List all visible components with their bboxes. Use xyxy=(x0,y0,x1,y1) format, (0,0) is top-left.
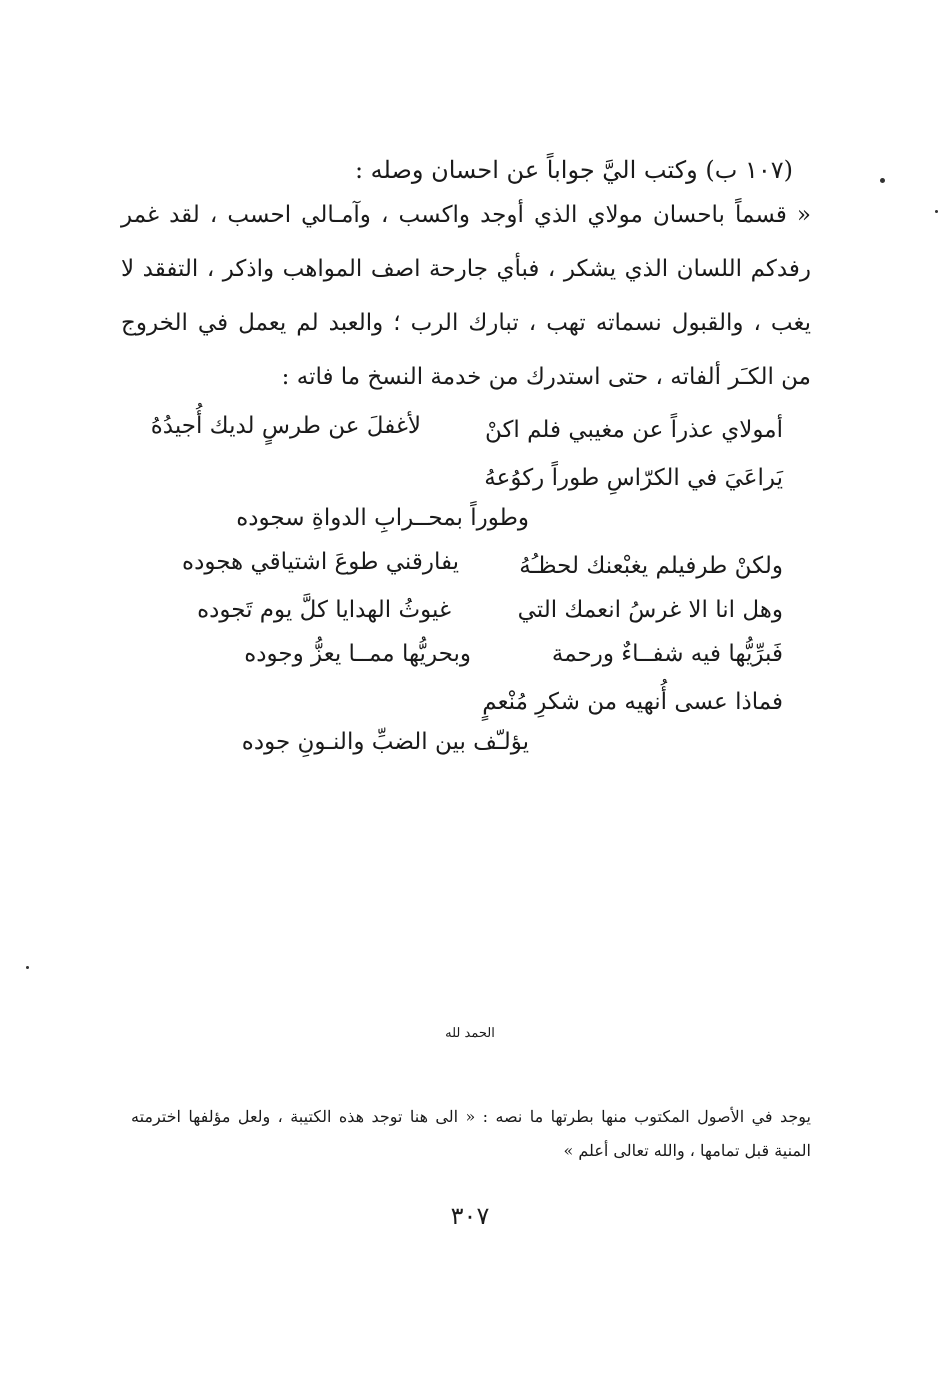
prose-text: « قسماً باحسان مولاي الذي أوجد واكسب ، وآمـالي احسب ، لقد غمر رفدكم اللسان الذي يشكر ، فبأي جارحة اصف المواهب واذكر ، التفقد لا يغب ، والقبول نسماته تهب ، تبارك الرب ؛ والعبد لم يعمل في الخروج من الكـَر ألفاته ، حتى استدرك من خدمة النسخ ما فاته : xyxy=(121,202,811,390)
closing-phrase: الحمد لله xyxy=(445,1026,495,1041)
page-number: ٣٠٧ xyxy=(450,1202,490,1230)
verse-6-second-hemistich: يؤلـّف بين الضبِّ والنـونِ جوده xyxy=(241,729,529,755)
footnote: يوجد في الأصول المكتوب منها بطرتها ما نصه : « الى هنا توجد هذه الكتيبة ، ولعل مؤلفها اخترمته المنية قبل تمامها ، والله تعالى أعلم » xyxy=(131,1107,811,1160)
scan-speck xyxy=(26,966,29,969)
verse-6-first-hemistich: فماذا عسى أُنهيه من شكرِ مُنْعمٍ xyxy=(482,689,783,715)
verse-2-first-hemistich: يَراعَيَ في الكرّاسِ طوراً ركوُعهُ xyxy=(484,465,783,491)
verse-1-second-hemistich: لأغفلَ عن طرسٍ لديك أُجيدُهُ xyxy=(150,413,421,439)
verse-2-second-hemistich: وطوراً بمحــرابِ الدواةِ سجوده xyxy=(236,505,529,531)
verse-4-second-hemistich: غيوثُ الهدايا كلَّ يوم تَجوده xyxy=(197,597,451,623)
verse-3-first-hemistich: ولكنْ طرفيلم يغبْعنك لحظـُهُ xyxy=(519,553,783,579)
verse-3-second-hemistich: يفارقني طوعَ اشتياقي هجوده xyxy=(182,549,459,575)
verse-1-first-hemistich: أمولاي عذراً عن مغيبي فلم اكنْ xyxy=(484,417,783,443)
verse-5-second-hemistich: وبحريُّها ممــا يعزُّ وجوده xyxy=(244,641,471,667)
section-heading: (١٠٧ ب) وكتب اليَّ جواباً عن احسان وصله : xyxy=(354,156,793,184)
verse-5-first-hemistich: فَبرِّيُّها فيه شفــاءٌ ورحمة xyxy=(551,641,783,667)
scan-speck xyxy=(935,210,938,213)
verse-4-first-hemistich: وهل انا الا غرسُ انعمك التي xyxy=(517,597,783,623)
prose-paragraph xyxy=(121,188,811,404)
scan-speck xyxy=(880,178,885,183)
